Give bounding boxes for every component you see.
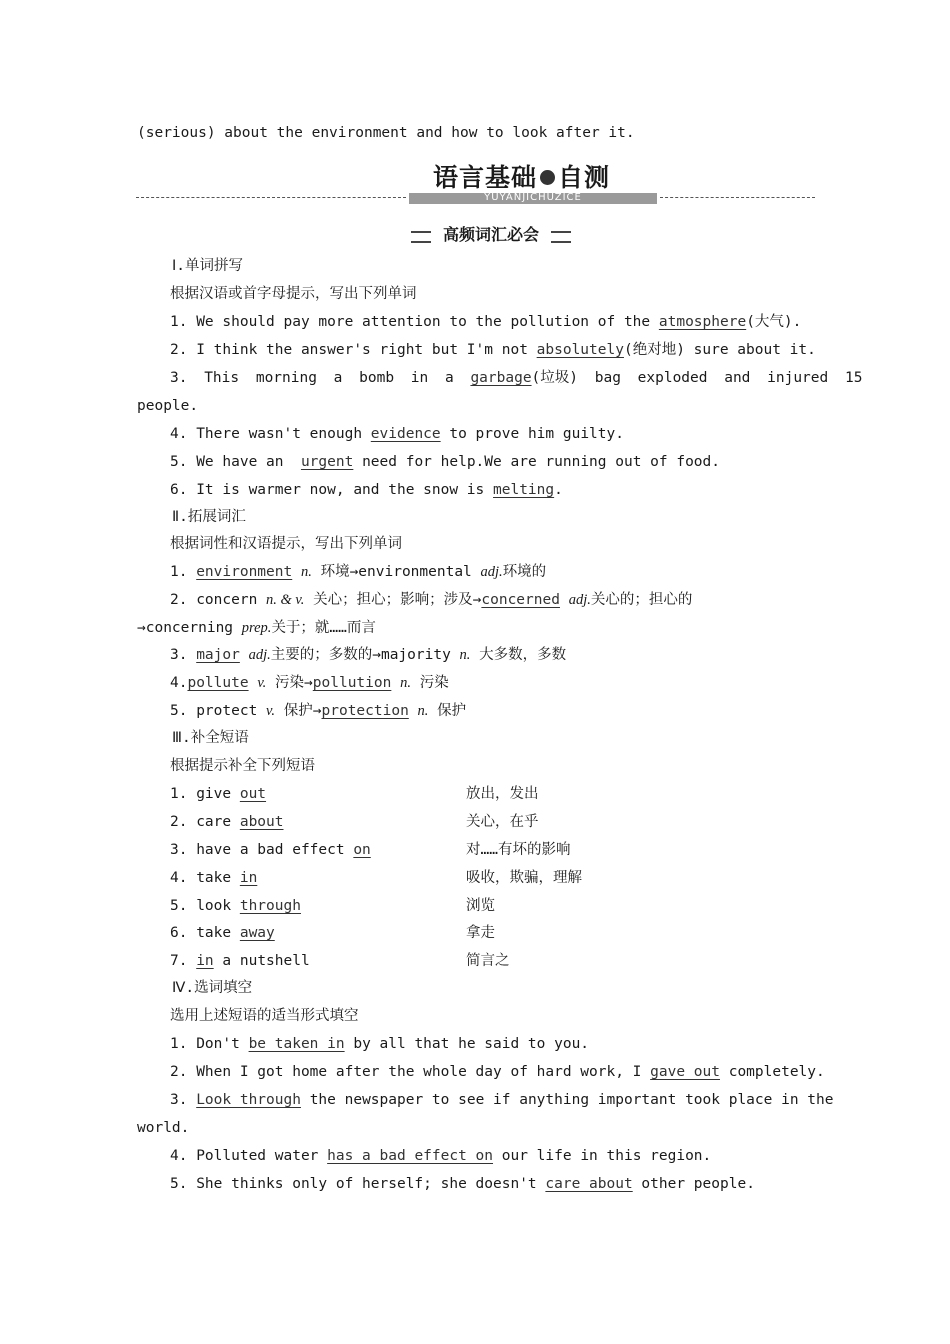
answer: in	[239, 870, 258, 886]
pos-label: n. & v.	[266, 592, 305, 608]
item-text: 关心；担心；影响；涉及→	[304, 592, 482, 608]
part3-meaning-4: 吸收，欺骗，理解	[466, 870, 582, 886]
item-text: 4. There wasn't enough	[170, 426, 371, 442]
item-text: 污染→	[266, 675, 313, 691]
answer: atmosphere	[658, 314, 747, 330]
answer: urgent	[300, 454, 354, 470]
pos-label: prep.	[241, 620, 272, 636]
part4-item-2	[170, 1062, 825, 1082]
item-text: other people.	[632, 1176, 755, 1192]
answer: absolutely	[536, 342, 624, 358]
part1-instruction: 根据汉语或首字母提示，写出下列单词	[170, 286, 417, 302]
part3-item-3	[170, 840, 371, 860]
bracket-left-icon	[411, 231, 431, 243]
item-text: 污染	[410, 675, 449, 691]
item-text: 3.	[170, 1092, 197, 1108]
part4-item-5	[170, 1174, 755, 1194]
item-text: 关于；就……而言	[271, 620, 376, 636]
part4-item-4	[170, 1146, 711, 1166]
item-text: 4. Polluted water	[170, 1148, 328, 1164]
bullet-icon	[540, 170, 555, 185]
item-text: 保护	[428, 703, 467, 719]
phrase-text: 1. give	[170, 786, 240, 802]
item-text: 大多数，多数	[470, 647, 567, 663]
part3-item-7	[170, 951, 310, 971]
part3-meaning-2: 关心，在乎	[466, 814, 539, 830]
answer: pollute	[187, 675, 249, 691]
item-text: (大气).	[746, 314, 802, 330]
phrase-text: 7.	[170, 953, 197, 969]
intro-text: (serious) about the environment and how to look after it.	[137, 125, 635, 141]
phrase-text: 6. take	[170, 925, 240, 941]
item-text: (垃圾) bag exploded and injured 15	[531, 370, 863, 386]
part2-heading: Ⅱ.拓展词汇	[172, 509, 246, 525]
pos-label: n.	[459, 647, 471, 663]
section-pinyin: YUYANJICHUZICE	[484, 192, 582, 203]
part4-item-1	[170, 1034, 589, 1054]
phrase-text: 5. look	[170, 898, 240, 914]
part3-item-6	[170, 923, 275, 943]
item-text: (绝对地) sure about it.	[623, 342, 816, 358]
pos-label: adj.	[248, 647, 271, 663]
item-text: 3. This morning a bomb in a	[170, 370, 471, 386]
part1-item-2	[170, 340, 816, 360]
item-text: 环境→environmental	[311, 564, 481, 580]
part1-item-3	[170, 368, 862, 388]
subsection-title	[411, 224, 571, 246]
header-divider-left	[136, 197, 406, 198]
item-text: 5. We have an	[170, 454, 301, 470]
item-text: →concerning	[137, 620, 242, 636]
section-title	[433, 158, 610, 194]
part3-meaning-5: 浏览	[466, 898, 495, 914]
answer: melting	[493, 482, 555, 498]
item-text: our life in this region.	[493, 1148, 712, 1164]
answer: Look through	[196, 1092, 301, 1108]
phrase-text: 3. have a bad effect	[170, 842, 354, 858]
part1-item-6	[170, 480, 563, 500]
answer: major	[196, 647, 240, 663]
item-text: 2. concern	[170, 592, 267, 608]
part3-meaning-1: 放出，发出	[466, 786, 539, 802]
pos-label: n.	[300, 564, 312, 580]
header-divider-right	[660, 197, 815, 198]
answer: in	[196, 953, 214, 969]
part1-item-4	[170, 424, 624, 444]
item-text: need for help.We are running out of food.	[353, 454, 720, 470]
part2-item-5	[170, 701, 466, 721]
item-text: 5. She thinks only of herself; she doesn't	[170, 1176, 546, 1192]
item-text: the newspaper to see if anything important took place in the	[300, 1092, 834, 1108]
item-text: 1. We should pay more attention to the pollution of the	[170, 314, 659, 330]
part4-instruction: 选用上述短语的适当形式填空	[170, 1008, 359, 1024]
part3-meaning-3: 对……有坏的影响	[466, 842, 571, 858]
answer: care about	[545, 1176, 633, 1192]
bracket-right-icon	[551, 231, 571, 243]
pos-label: adj.	[480, 564, 503, 580]
part1-heading: Ⅰ.单词拼写	[172, 258, 244, 274]
part2-item-2-cont	[137, 618, 376, 638]
answer: away	[239, 925, 275, 941]
item-number: 3.	[170, 647, 197, 663]
part3-meaning-6: 拿走	[466, 925, 495, 941]
part3-item-2	[170, 812, 284, 832]
part3-item-1	[170, 784, 266, 804]
answer: gave out	[650, 1064, 720, 1080]
item-text: 关心的；担心的	[590, 592, 693, 608]
answer: garbage	[470, 370, 532, 386]
answer: protection	[321, 703, 409, 719]
pos-label: n.	[417, 703, 429, 719]
answer: has a bad effect on	[327, 1148, 494, 1164]
part4-item-3-cont: world.	[137, 1120, 190, 1136]
part2-item-4	[170, 673, 449, 693]
item-text: 保护→	[275, 703, 322, 719]
part3-instruction: 根据提示补全下列短语	[170, 758, 315, 774]
item-text: 环境的	[502, 564, 547, 580]
pos-label: v.	[257, 675, 267, 691]
item-text: completely.	[719, 1064, 825, 1080]
item-text: 1. Don't	[170, 1036, 249, 1052]
item-number: 1.	[170, 564, 197, 580]
pos-label: v.	[266, 703, 276, 719]
answer: evidence	[370, 426, 441, 442]
item-text: 6. It is warmer now, and the snow is	[170, 482, 494, 498]
item-number: 4.	[170, 675, 188, 691]
part3-meaning-7: 简言之	[466, 953, 510, 969]
part2-item-1	[170, 562, 546, 582]
part2-instruction: 根据词性和汉语提示，写出下列单词	[170, 536, 402, 552]
item-text: to prove him guilty.	[440, 426, 624, 442]
part1-item-3-cont: people.	[137, 398, 199, 414]
part4-heading: Ⅳ.选词填空	[172, 980, 253, 996]
phrase-text: a nutshell	[213, 953, 310, 969]
item-text: .	[554, 482, 563, 498]
item-text: 5. protect	[170, 703, 267, 719]
pos-label: adj.	[568, 592, 591, 608]
answer: about	[239, 814, 284, 830]
answer: out	[239, 786, 267, 802]
phrase-text: 2. care	[170, 814, 240, 830]
answer: be taken in	[248, 1036, 345, 1052]
part1-item-1	[170, 312, 801, 332]
part4-item-3	[170, 1090, 833, 1110]
item-text: 主要的；多数的→majority	[270, 647, 460, 663]
answer: concerned	[481, 592, 560, 608]
part3-item-4	[170, 868, 257, 888]
part2-item-2	[170, 590, 692, 610]
subsection-title-text: 高频词汇必会	[442, 225, 539, 244]
phrase-text: 4. take	[170, 870, 240, 886]
item-text: 2. When I got home after the whole day of hard work, I	[170, 1064, 651, 1080]
part1-item-5	[170, 452, 720, 472]
answer: pollution	[312, 675, 392, 691]
part2-item-3	[170, 645, 566, 665]
answer: on	[353, 842, 371, 858]
item-text: by all that he said to you.	[344, 1036, 590, 1052]
section-title-part1: 语言基础	[433, 163, 538, 192]
item-text: 2. I think the answer's right but I'm not	[170, 342, 537, 358]
section-title-part2: 自测	[558, 163, 611, 192]
part3-item-5	[170, 896, 301, 916]
answer: through	[239, 898, 301, 914]
pos-label: n.	[400, 675, 411, 691]
answer: environment	[196, 564, 293, 580]
part3-heading: Ⅲ.补全短语	[172, 730, 249, 746]
